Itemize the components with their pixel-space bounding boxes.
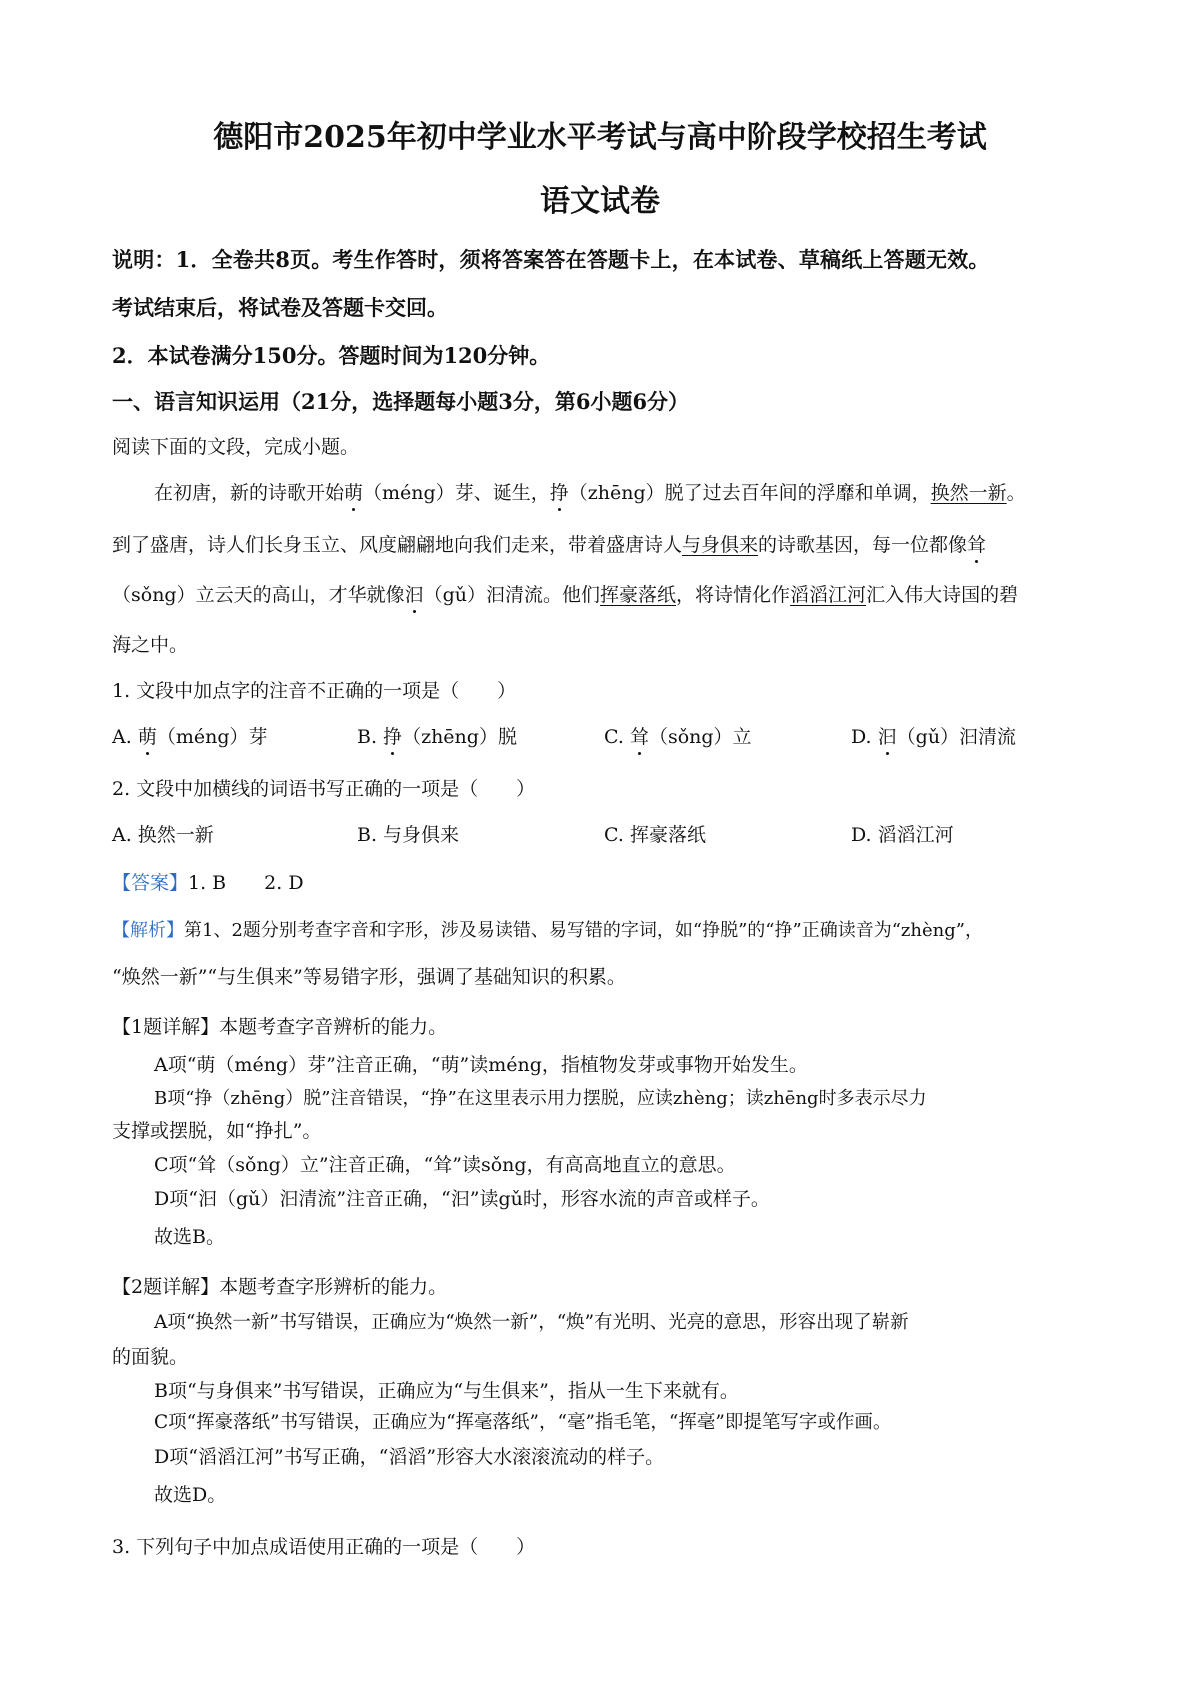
detail-1-item-b-cont: 支撑或摆脱，如“挣扎”。 <box>112 1120 322 1142</box>
dotted-char: 萌 <box>344 478 363 505</box>
underlined-phrase: 换然一新 <box>930 482 1007 504</box>
underlined-phrase: 挥豪落纸 <box>600 584 677 606</box>
instructions-line-2: 考试结束后，将试卷及答题卡交回。 <box>112 295 448 320</box>
analysis-line-2: “焕然一新”“与生俱来”等易错字形，强调了基础知识的积累。 <box>112 966 626 988</box>
answer-line: 【答案】1. B 2. D <box>112 872 304 894</box>
underlined-phrase: 滔滔江河 <box>790 584 867 606</box>
question-1-option-d: D. 汩（gǔ）汩清流 <box>851 722 1016 749</box>
instructions-line-1: 说明：1．全卷共8页。考生作答时，须将答案答在答题卡上，在本试卷、草稿纸上答题无效。 <box>112 247 990 272</box>
instructions-line-3: 2．本试卷满分150分。答题时间为120分钟。 <box>112 343 551 368</box>
exam-subtitle: 语文试卷 <box>540 184 660 219</box>
detail-1-conclusion: 故选B。 <box>154 1226 225 1248</box>
question-2-stem: 2. 文段中加横线的词语书写正确的一项是（ ） <box>112 778 536 800</box>
question-1-option-a: A. 萌（méng）芽 <box>112 722 268 749</box>
detail-2-item-b: B项“与身俱来”书写错误，正确应为“与生俱来”，指从一生下来就有。 <box>154 1380 739 1402</box>
question-2-option-b: B. 与身俱来 <box>357 824 460 846</box>
detail-1-item-d: D项“汩（gǔ）汩清流”注音正确，“汩”读gǔ时，形容水流的声音或样子。 <box>154 1188 770 1210</box>
detail-1-item-c: C项“耸（sǒng）立”注音正确，“耸”读sǒng，有高高地直立的意思。 <box>154 1154 736 1176</box>
question-2-option-d: D. 滔滔江河 <box>851 824 954 846</box>
detail-2-item-a-cont: 的面貌。 <box>112 1346 189 1368</box>
question-2-option-a: A. 换然一新 <box>112 824 214 846</box>
detail-2-item-a: A项“换然一新”书写错误，正确应为“焕然一新”，“焕”有光明、光亮的意思，形容出现了崭新 <box>154 1312 909 1333</box>
passage-line-3: （sǒng）立云天的高山，才华就像汩（gǔ）汩清流。他们挥豪落纸，将诗情化作滔滔江河汇入伟大诗国的碧 <box>112 580 1018 607</box>
detail-2-item-c: C项“挥豪落纸”书写错误，正确应为“挥毫落纸”，“毫”指毛笔，“挥毫”即提笔写字或作画。 <box>154 1412 892 1433</box>
detail-2-heading: 【2题详解】本题考查字形辨析的能力。 <box>112 1276 448 1298</box>
exam-title: 德阳市2025年初中学业水平考试与高中阶段学校招生考试 <box>213 120 987 155</box>
detail-1-item-b: B项“挣（zhēng）脱”注音错误，“挣”在这里表示用力摆脱，应读zhèng；读zhēng时多表示尽力 <box>154 1088 927 1109</box>
passage-line-4: 海之中。 <box>112 634 189 656</box>
detail-2-conclusion: 故选D。 <box>154 1484 227 1506</box>
dotted-char: 挣 <box>550 478 569 505</box>
passage-line-2: 到了盛唐，诗人们长身玉立、风度翩翩地向我们走来，带着盛唐诗人与身俱来的诗歌基因，每一位都像耸 <box>112 530 986 557</box>
question-1-stem: 1. 文段中加点字的注音不正确的一项是（ ） <box>112 680 517 702</box>
detail-1-item-a: A项“萌（méng）芽”注音正确，“萌”读méng，指植物发芽或事物开始发生。 <box>154 1054 808 1076</box>
underlined-phrase: 与身俱来 <box>682 534 759 556</box>
detail-1-heading: 【1题详解】本题考查字音辨析的能力。 <box>112 1016 448 1038</box>
question-1-option-b: B. 挣（zhēng）脱 <box>357 722 517 749</box>
dotted-char: 汩 <box>405 580 424 607</box>
question-3-stem: 3. 下列句子中加点成语使用正确的一项是（ ） <box>112 1536 536 1558</box>
question-2-option-c: C. 挥豪落纸 <box>604 824 706 846</box>
detail-2-item-d: D项“滔滔江河”书写正确，“滔滔”形容大水滚滚流动的样子。 <box>154 1446 665 1468</box>
reading-intro: 阅读下面的文段，完成小题。 <box>112 436 360 458</box>
analysis-line-1: 【解析】第1、2题分别考查字音和字形，涉及易读错、易写错的字词，如“挣脱”的“挣”正确读音为“zhèng”， <box>112 920 983 941</box>
analysis-tag: 【解析】 <box>112 920 184 941</box>
question-1-option-c: C. 耸（sǒng）立 <box>604 722 752 749</box>
dotted-char: 耸 <box>967 530 986 557</box>
passage-line-1: 在初唐，新的诗歌开始萌（méng）芽、诞生，挣（zhēng）脱了过去百年间的浮靡和单调，换然一新。 <box>154 478 1026 505</box>
section-heading: 一、语言知识运用（21分，选择题每小题3分，第6小题6分） <box>112 389 690 414</box>
answer-tag: 【答案】 <box>112 872 189 894</box>
